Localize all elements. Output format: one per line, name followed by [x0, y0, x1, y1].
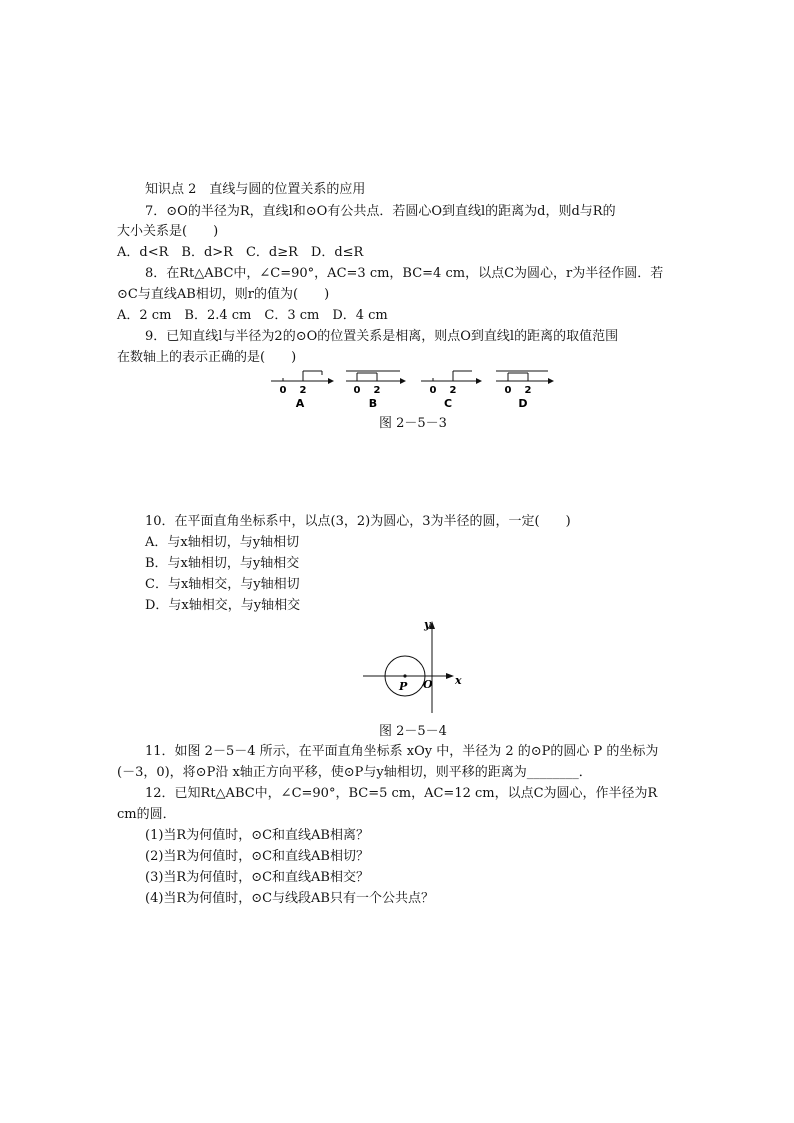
q10-stem: 10．在平面直角坐标系中，以点(3，2)为圆心，3为半径的圆，一定( ) [145, 514, 571, 529]
numberline-d-tick-2: 2 [524, 385, 532, 396]
numberline-c-tick-2: 2 [449, 385, 457, 396]
q12-line2: cm的圆． [117, 807, 176, 822]
q7-options: A．d<R B．d>R C．d≥R D．d≤R [117, 245, 364, 260]
q7-line2: 大小关系是( ) [117, 224, 219, 239]
numberline-a [271, 371, 334, 410]
q8-line2: ⊙C与直线AB相切，则r的值为( ) [117, 287, 330, 302]
numberline-b-tick-0: 0 [353, 385, 361, 396]
figure-2-5-4-caption: 图 2－5－4 [379, 724, 447, 739]
q7-line1: 7．⊙O的半径为R，直线l和⊙O有公共点．若圆心O到直线l的距离为d，则d与R的 [145, 204, 616, 219]
q12-sub1: (1)当R为何值时，⊙C和直线AB相离？ [145, 828, 369, 843]
numberline-a-tick-2: 2 [299, 385, 307, 396]
numberline-a-label: A [295, 397, 305, 410]
numberline-b-tick-2: 2 [373, 385, 381, 396]
q10-option-d: D．与x轴相交，与y轴相交 [145, 598, 301, 613]
figure-2-5-3 [0, 365, 794, 415]
q9-line2: 在数轴上的表示正确的是( ) [117, 350, 297, 365]
numberline-c-label: C [443, 397, 453, 410]
numberline-b [346, 371, 406, 410]
figure-2-5-3-caption: 图 2－5－3 [379, 416, 447, 431]
q8-options: A．2 cm B．2.4 cm C．3 cm D．4 cm [117, 308, 388, 323]
figure-2-5-4 [0, 615, 794, 715]
center-p-dot [403, 674, 406, 677]
numberline-a-tick-0: 0 [279, 385, 287, 396]
q12-sub3: (3)当R为何值时，⊙C和直线AB相交？ [145, 870, 369, 885]
origin-label: O [423, 678, 433, 691]
q10-option-a: A．与x轴相切，与y轴相切 [145, 535, 300, 550]
q9-line1: 9．已知直线l与半径为2的⊙O的位置关系是相离，则点O到直线l的距离的取值范围 [145, 329, 619, 344]
q10-option-c: C．与x轴相交，与y轴相切 [145, 577, 300, 592]
q11-line1: 11．如图 2－5－4 所示，在平面直角坐标系 xOy 中，半径为 2 的⊙P的圆心 P 的坐标为 [145, 744, 659, 759]
q11-line2: (－3，0)，将⊙P沿 x轴正方向平移，使⊙P与y轴相切，则平移的距离为________． [117, 765, 592, 780]
section-title: 知识点 2 直线与圆的位置关系的应用 [145, 182, 366, 197]
q12-line1: 12．已知Rt△ABC中，∠C=90°，BC=5 cm，AC=12 cm，以点C为圆心，作半径为R [145, 786, 658, 801]
x-axis-label: x [455, 674, 462, 687]
numberline-d [496, 371, 554, 410]
q8-line1: 8．在Rt△ABC中，∠C=90°，AC=3 cm，BC=4 cm，以点C为圆心，r为半径作圆．若 [145, 266, 664, 281]
point-p-label: P [399, 680, 408, 693]
q12-sub4: (4)当R为何值时，⊙C与线段AB只有一个公共点？ [145, 891, 434, 906]
numberline-d-label: D [518, 397, 528, 410]
numberline-b-label: B [368, 397, 378, 410]
numberline-c-tick-0: 0 [429, 385, 437, 396]
q10-option-b: B．与x轴相切，与y轴相交 [145, 556, 300, 571]
numberline-c [421, 371, 482, 410]
numberline-d-tick-0: 0 [504, 385, 512, 396]
q12-sub2: (2)当R为何值时，⊙C和直线AB相切？ [145, 849, 369, 864]
y-axis-label: y [424, 618, 431, 631]
